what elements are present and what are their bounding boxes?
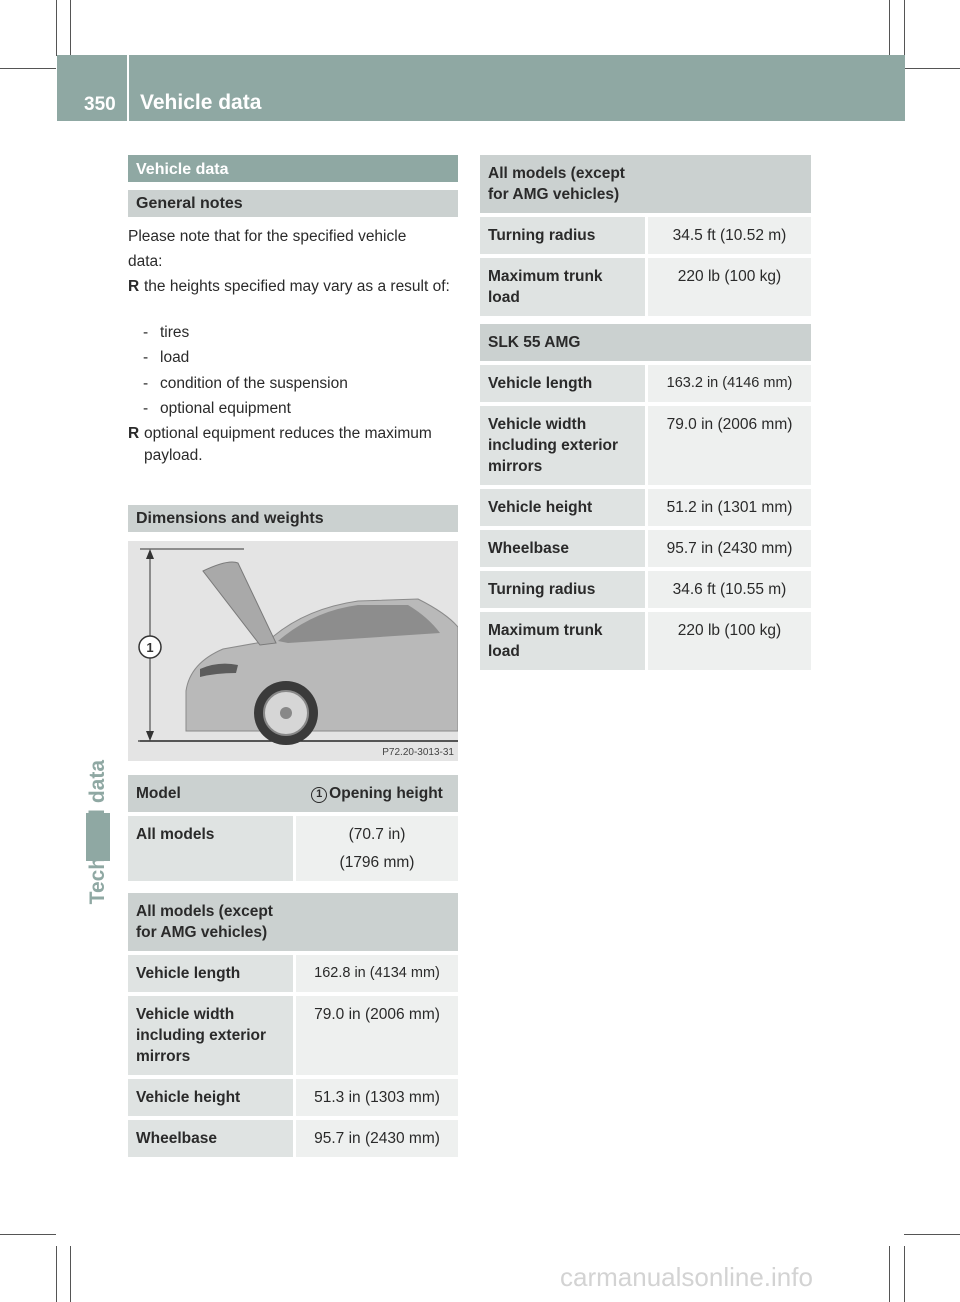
crop-mark [904, 1246, 905, 1302]
opening-height-table [128, 775, 458, 885]
row-label: Wheelbase [480, 530, 648, 571]
column-header [296, 775, 458, 816]
row-value: 95.7 in (2430 mm) [296, 1120, 458, 1161]
bullet-icon: R [128, 278, 140, 295]
table-row [480, 612, 811, 674]
row-label: Maximum trunk load [480, 258, 648, 320]
bullet-text: optional equipment reduces the maximum payload. [144, 425, 432, 464]
row-value: 220 lb (100 kg) [648, 258, 811, 320]
dash-icon: - [143, 375, 149, 392]
row-label: Turning radius [480, 571, 648, 612]
car-opening-height-illustration [128, 541, 458, 761]
row-label: Vehicle height [128, 1079, 296, 1120]
table-header-row [128, 775, 458, 816]
column-header-label: Opening height [329, 785, 443, 802]
dimensions-heading: Dimensions and weights [128, 505, 458, 532]
row-label: Vehicle length [128, 955, 296, 996]
bullet-item [128, 423, 460, 467]
intro-text: Please note that for the specified vehicle data: [128, 228, 407, 270]
row-value: 51.3 in (1303 mm) [296, 1079, 458, 1120]
crop-mark [56, 1246, 57, 1302]
table-row [480, 571, 811, 612]
row-value: 163.2 in (4146 mm) [648, 365, 811, 406]
crop-mark [889, 0, 890, 56]
row-label: Vehicle width including exterior mirrors [480, 406, 648, 489]
table-row [128, 816, 458, 885]
table-header-row [480, 155, 811, 217]
all-models-table-continued [480, 155, 811, 320]
side-tab-block [86, 813, 110, 861]
crop-mark [56, 0, 57, 56]
crop-mark [904, 0, 905, 56]
crop-mark [889, 1246, 890, 1302]
all-models-table [128, 893, 458, 1161]
list-item [143, 347, 189, 369]
table-title: All models (except for AMG vehicles) [128, 893, 296, 955]
value-inches: (70.7 in) [348, 826, 406, 843]
table-row [128, 1079, 458, 1120]
table-row [480, 365, 811, 406]
table-row [128, 955, 458, 996]
table-row [480, 406, 811, 489]
page-number: 350 [84, 94, 116, 115]
bullet-icon: R [128, 425, 140, 442]
dash-icon: - [143, 324, 149, 341]
row-label: Wheelbase [128, 1120, 296, 1161]
column-header: Model [128, 775, 296, 816]
row-label: Vehicle length [480, 365, 648, 406]
crop-mark [70, 0, 71, 56]
watermark-text: carmanualsonline.info [560, 1262, 813, 1292]
table-header-row [128, 893, 458, 955]
row-label: All models [128, 816, 296, 885]
list-item-text: tires [160, 324, 190, 341]
header-divider [127, 55, 129, 121]
crop-mark [0, 1234, 56, 1235]
row-value: 79.0 in (2006 mm) [296, 996, 458, 1079]
table-header-row [480, 324, 811, 365]
table-row [480, 258, 811, 320]
dash-icon: - [143, 349, 149, 366]
row-label: Vehicle height [480, 489, 648, 530]
page-title: Vehicle data [140, 91, 262, 114]
table-header-blank [648, 155, 811, 217]
row-value: 51.2 in (1301 mm) [648, 489, 811, 530]
list-item [143, 322, 189, 344]
row-value: 34.5 ft (10.52 m) [648, 217, 811, 258]
table-row [128, 996, 458, 1079]
value-mm: (1796 mm) [339, 854, 415, 871]
row-label: Turning radius [480, 217, 648, 258]
row-value [296, 816, 458, 885]
row-value: 34.6 ft (10.55 m) [648, 571, 811, 612]
table-header-blank [648, 324, 811, 365]
row-value: 220 lb (100 kg) [648, 612, 811, 674]
bullet-text: the heights specified may vary as a result of: [144, 278, 450, 295]
crop-mark [0, 68, 56, 69]
table-row [128, 1120, 458, 1161]
row-value: 95.7 in (2430 mm) [648, 530, 811, 571]
callout-number: 1 [146, 640, 154, 655]
list-item-text: optional equipment [160, 400, 291, 417]
slk55-amg-table [480, 324, 811, 674]
table-header-blank [296, 893, 458, 955]
row-value: 79.0 in (2006 mm) [648, 406, 811, 489]
table-title: SLK 55 AMG [480, 324, 648, 365]
table-title: All models (except for AMG vehicles) [480, 155, 648, 217]
side-tab-title [86, 760, 116, 770]
crop-mark [904, 1234, 960, 1235]
dash-icon: - [143, 400, 149, 417]
list-item [143, 373, 348, 395]
table-row [480, 530, 811, 571]
crop-mark [70, 1246, 71, 1302]
list-item [143, 398, 291, 420]
bullet-item [128, 276, 458, 298]
row-label: Vehicle width including exterior mirrors [128, 996, 296, 1079]
table-row [480, 489, 811, 530]
section-title: Vehicle data [128, 155, 458, 182]
illustration-caption: P72.20-3013-31 [382, 747, 454, 758]
callout-1-icon: 1 [311, 787, 327, 803]
car-illustration-svg [128, 541, 458, 761]
list-item-text: load [160, 349, 190, 366]
table-row [480, 217, 811, 258]
row-label: Maximum trunk load [480, 612, 648, 674]
general-notes-heading: General notes [128, 190, 458, 217]
crop-mark [904, 68, 960, 69]
row-value: 162.8 in (4134 mm) [296, 955, 458, 996]
list-item-text: condition of the suspension [160, 375, 348, 392]
